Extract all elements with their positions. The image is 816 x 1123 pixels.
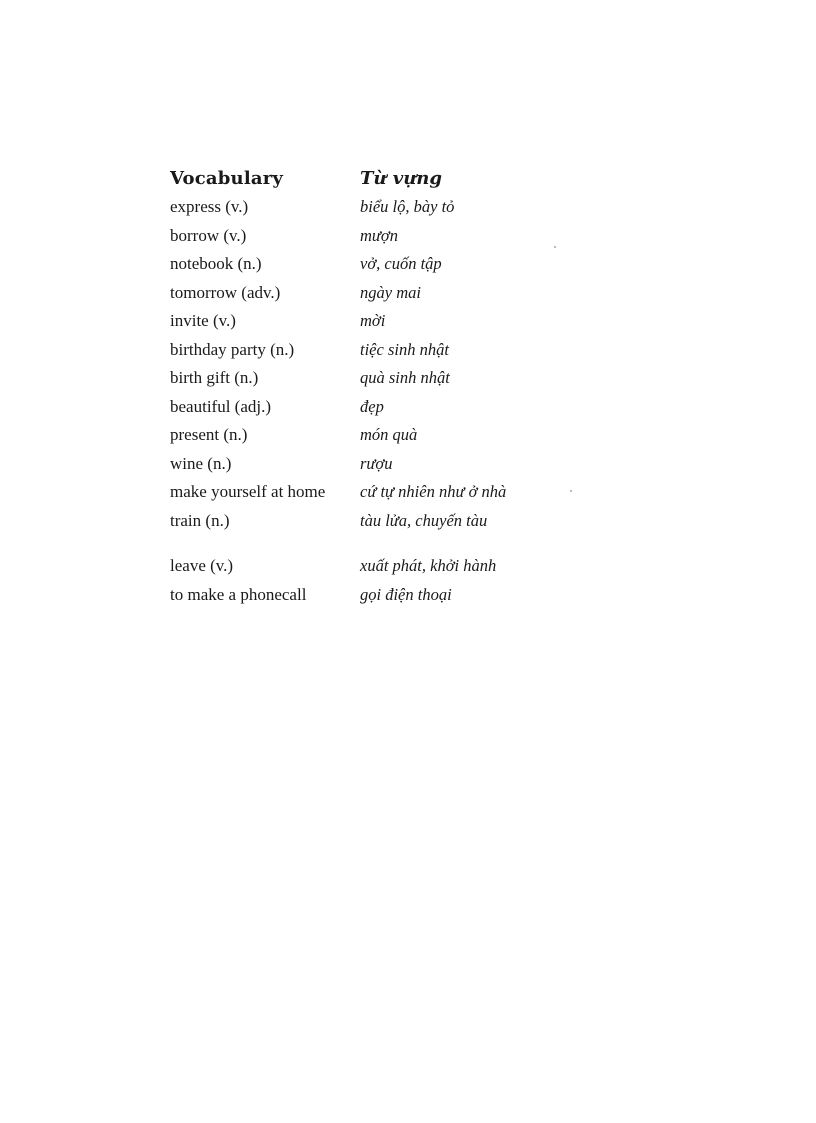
vocabulary-row: [170, 478, 590, 507]
vocabulary-table: [170, 163, 590, 609]
scan-speck: [554, 246, 556, 248]
vocabulary-row: [170, 279, 590, 308]
vietnamese-meaning: rượu: [360, 453, 393, 473]
english-term: present (n.): [170, 425, 248, 445]
vocabulary-row: [170, 222, 590, 251]
english-term: invite (v.): [170, 311, 236, 331]
vocabulary-row: [170, 421, 590, 450]
vietnamese-meaning: tàu lửa, chuyến tàu: [360, 510, 488, 530]
english-column-heading: Vocabulary: [170, 167, 284, 189]
vietnamese-meaning: mời: [360, 311, 386, 331]
vietnamese-meaning: ngày mai: [360, 282, 421, 302]
vietnamese-column-heading: Từ vựng: [360, 167, 442, 189]
vocabulary-row: [170, 250, 590, 279]
english-term: express (v.): [170, 197, 249, 217]
vocabulary-row: [170, 581, 590, 610]
english-term: make yourself at home: [170, 482, 326, 502]
vocabulary-row: [170, 193, 590, 222]
english-term: to make a phonecall: [170, 584, 307, 604]
vietnamese-meaning: tiệc sinh nhật: [360, 339, 449, 359]
english-term: train (n.): [170, 510, 230, 530]
vietnamese-meaning: đẹp: [360, 396, 384, 416]
english-term: borrow (v.): [170, 225, 247, 245]
english-term: notebook (n.): [170, 254, 262, 274]
english-term: birthday party (n.): [170, 339, 295, 359]
vocabulary-row: [170, 450, 590, 479]
vietnamese-meaning: món quà: [360, 425, 418, 445]
vietnamese-meaning: gọi điện thoại: [360, 584, 452, 604]
vietnamese-meaning: mượn: [360, 225, 398, 245]
vietnamese-meaning: cứ tự nhiên như ở nhà: [360, 482, 507, 502]
vietnamese-meaning: quà sinh nhật: [360, 368, 450, 388]
vocabulary-row: [170, 336, 590, 365]
vocabulary-row: [170, 307, 590, 336]
english-term: tomorrow (adv.): [170, 282, 281, 302]
vietnamese-meaning: vở, cuốn tập: [360, 254, 442, 274]
english-term: beautiful (adj.): [170, 396, 272, 416]
scan-speck: [570, 490, 572, 492]
vocabulary-row: [170, 364, 590, 393]
vocabulary-row: [170, 552, 590, 581]
vocabulary-row: [170, 393, 590, 422]
vietnamese-meaning: xuất phát, khởi hành: [360, 556, 497, 576]
english-term: leave (v.): [170, 556, 234, 576]
vocabulary-header-row: [170, 163, 590, 193]
english-term: birth gift (n.): [170, 368, 259, 388]
vietnamese-meaning: biểu lộ, bày tỏ: [360, 197, 455, 217]
vocabulary-row: [170, 507, 590, 536]
english-term: wine (n.): [170, 453, 232, 473]
